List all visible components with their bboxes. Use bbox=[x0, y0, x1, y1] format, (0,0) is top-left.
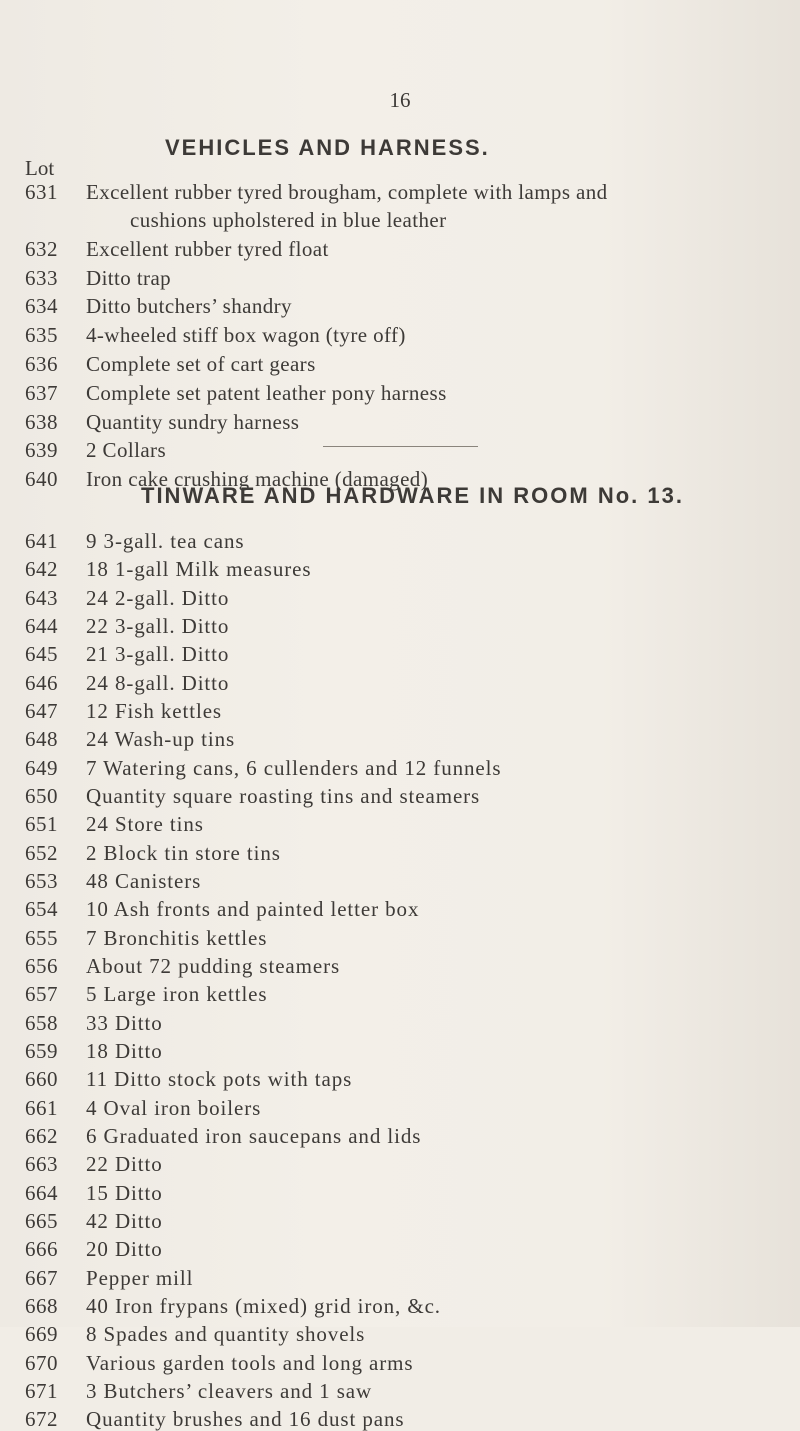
lot-row bbox=[0, 1096, 800, 1120]
lot-description: Quantity sundry harness bbox=[86, 409, 300, 434]
lot-row bbox=[0, 1294, 800, 1318]
lot-row bbox=[0, 1209, 800, 1233]
lot-number: 634 bbox=[25, 294, 58, 319]
lot-description: About 72 pudding steamers bbox=[86, 953, 341, 978]
lot-row bbox=[0, 381, 800, 405]
lot-description: 3 Butchers’ cleavers and 1 saw bbox=[86, 1378, 373, 1403]
lot-description: Complete set of cart gears bbox=[86, 352, 316, 376]
lot-description: 6 Graduated iron saucepans and lids bbox=[86, 1123, 422, 1148]
lot-row bbox=[0, 756, 800, 780]
lot-number: 667 bbox=[25, 1265, 58, 1290]
lot-description: 24 8-gall. Ditto bbox=[86, 670, 230, 695]
lot-number: 672 bbox=[25, 1407, 58, 1431]
lot-row bbox=[0, 869, 800, 893]
lot-row bbox=[0, 1351, 800, 1375]
lot-description: 2 Collars bbox=[86, 438, 167, 463]
lot-description: 22 3-gall. Ditto bbox=[86, 613, 230, 638]
lot-description: 18 Ditto bbox=[86, 1038, 163, 1063]
lot-number: 643 bbox=[25, 585, 58, 610]
lot-row bbox=[0, 586, 800, 610]
lot-row bbox=[0, 410, 800, 434]
lot-description: 24 2-gall. Ditto bbox=[86, 585, 230, 610]
lot-number: 640 bbox=[25, 467, 58, 492]
lot-row bbox=[0, 1322, 800, 1346]
lot-row bbox=[0, 1266, 800, 1290]
lot-number: 656 bbox=[25, 953, 58, 978]
lot-description: Quantity brushes and 16 dust pans bbox=[86, 1407, 405, 1431]
lot-row bbox=[0, 614, 800, 638]
lot-number: 658 bbox=[25, 1010, 58, 1035]
lot-number: 660 bbox=[25, 1067, 58, 1092]
lot-row bbox=[0, 784, 800, 808]
lot-number: 648 bbox=[25, 727, 58, 752]
lot-row bbox=[0, 812, 800, 836]
lot-row bbox=[0, 897, 800, 921]
lot-number: 665 bbox=[25, 1208, 58, 1233]
lot-number: 668 bbox=[25, 1293, 58, 1318]
lot-row bbox=[0, 727, 800, 751]
lot-row bbox=[0, 982, 800, 1006]
lot-row bbox=[0, 529, 800, 553]
lot-description: 20 Ditto bbox=[86, 1237, 163, 1262]
lot-row bbox=[0, 352, 800, 376]
lot-description: 18 1-gall Milk measures bbox=[86, 557, 312, 582]
section-title-tinware: TINWARE AND HARDWARE IN ROOM No. 13. bbox=[141, 483, 684, 508]
lot-row bbox=[0, 954, 800, 978]
lot-number: 638 bbox=[25, 409, 58, 434]
lot-row bbox=[0, 671, 800, 695]
lot-row bbox=[0, 1181, 800, 1205]
lot-number: 659 bbox=[25, 1038, 58, 1063]
lot-description: 2 Block tin store tins bbox=[86, 840, 281, 865]
lot-row bbox=[0, 237, 800, 261]
lot-number: 653 bbox=[25, 868, 58, 893]
lot-number: 662 bbox=[25, 1123, 58, 1148]
lot-number: 635 bbox=[25, 323, 58, 348]
lot-description: 24 Store tins bbox=[86, 812, 204, 837]
lot-number: 671 bbox=[25, 1378, 58, 1403]
lot-number: 644 bbox=[25, 613, 58, 638]
lot-number: 652 bbox=[25, 840, 58, 865]
lot-number: 632 bbox=[25, 236, 58, 261]
lot-description: 7 Watering cans, 6 cullenders and 12 funnels bbox=[86, 755, 502, 780]
lot-row bbox=[0, 841, 800, 865]
lot-row bbox=[0, 294, 800, 318]
lot-row bbox=[0, 1152, 800, 1176]
lot-number: 645 bbox=[25, 642, 58, 667]
lot-column-header: Lot bbox=[25, 156, 55, 180]
lot-row bbox=[0, 1011, 800, 1035]
lot-row bbox=[0, 1407, 800, 1431]
lot-description: Complete set patent leather pony harness bbox=[86, 380, 447, 405]
lot-description: Excellent rubber tyred float bbox=[86, 236, 329, 261]
lot-description: 33 Ditto bbox=[86, 1010, 163, 1035]
lot-row bbox=[0, 266, 800, 290]
lot-description: Ditto trap bbox=[86, 265, 172, 290]
lot-number: 639 bbox=[25, 438, 58, 463]
lot-number: 649 bbox=[25, 755, 58, 780]
lot-number: 657 bbox=[25, 982, 58, 1007]
lot-row bbox=[0, 323, 800, 347]
lot-number: 637 bbox=[25, 380, 58, 405]
lot-row bbox=[0, 926, 800, 950]
lot-description: 42 Ditto bbox=[86, 1208, 163, 1233]
lot-number: 647 bbox=[25, 698, 58, 723]
lot-description: 12 Fish kettles bbox=[86, 698, 223, 723]
lot-number: 663 bbox=[25, 1152, 58, 1177]
lot-description: Ditto butchers’ shandry bbox=[86, 294, 292, 319]
lot-description: Various garden tools and long arms bbox=[86, 1350, 414, 1375]
lot-row bbox=[0, 557, 800, 581]
lot-number: 650 bbox=[25, 783, 58, 808]
lot-row bbox=[0, 642, 800, 666]
lot-description: 4 Oval iron boilers bbox=[86, 1095, 262, 1120]
lot-row bbox=[0, 1379, 800, 1403]
lot-row bbox=[0, 1237, 800, 1261]
lot-number: 633 bbox=[25, 265, 58, 290]
lot-number: 646 bbox=[25, 670, 58, 695]
lot-number: 654 bbox=[25, 897, 58, 922]
lot-row bbox=[0, 438, 800, 462]
lot-number: 670 bbox=[25, 1350, 58, 1375]
lot-description: 15 Ditto bbox=[86, 1180, 163, 1205]
lot-description-continued: cushions upholstered in blue leather bbox=[130, 208, 447, 232]
lot-description: 9 3-gall. tea cans bbox=[86, 529, 245, 553]
lot-number: 641 bbox=[25, 529, 58, 553]
lot-number: 669 bbox=[25, 1322, 58, 1347]
lot-description: 5 Large iron kettles bbox=[86, 982, 268, 1007]
lot-description: 7 Bronchitis kettles bbox=[86, 925, 268, 950]
page-number: 16 bbox=[389, 88, 411, 112]
lot-description: Quantity square roasting tins and steamers bbox=[86, 783, 481, 808]
lot-description: 48 Canisters bbox=[86, 868, 202, 893]
lot-number: 664 bbox=[25, 1180, 58, 1205]
lot-description: 40 Iron frypans (mixed) grid iron, &c. bbox=[86, 1293, 441, 1318]
lot-description: Iron cake crushing machine (damaged) bbox=[86, 467, 429, 492]
lot-row bbox=[0, 1039, 800, 1063]
lot-row bbox=[0, 1067, 800, 1091]
lot-number: 661 bbox=[25, 1095, 58, 1120]
lot-description: Excellent rubber tyred brougham, complete with lamps and bbox=[86, 180, 608, 204]
lot-number: 636 bbox=[25, 352, 58, 376]
lot-number: 642 bbox=[25, 557, 58, 582]
lot-row bbox=[0, 467, 800, 491]
lot-description: 21 3-gall. Ditto bbox=[86, 642, 230, 667]
lot-number: 631 bbox=[25, 180, 58, 204]
lot-description: Pepper mill bbox=[86, 1265, 194, 1290]
lot-description: 10 Ash fronts and painted letter box bbox=[86, 897, 420, 922]
lot-row bbox=[0, 1124, 800, 1148]
lot-number: 655 bbox=[25, 925, 58, 950]
lot-number: 651 bbox=[25, 812, 58, 837]
lot-description: 22 Ditto bbox=[86, 1152, 163, 1177]
lot-description: 8 Spades and quantity shovels bbox=[86, 1322, 366, 1347]
lot-row bbox=[0, 699, 800, 723]
lot-description: 4-wheeled stiff box wagon (tyre off) bbox=[86, 323, 406, 348]
lot-row bbox=[0, 180, 800, 232]
section-title-vehicles: VEHICLES AND HARNESS. bbox=[165, 135, 490, 160]
lot-number: 666 bbox=[25, 1237, 58, 1262]
lot-description: 24 Wash-up tins bbox=[86, 727, 236, 752]
lot-description: 11 Ditto stock pots with taps bbox=[86, 1067, 353, 1092]
